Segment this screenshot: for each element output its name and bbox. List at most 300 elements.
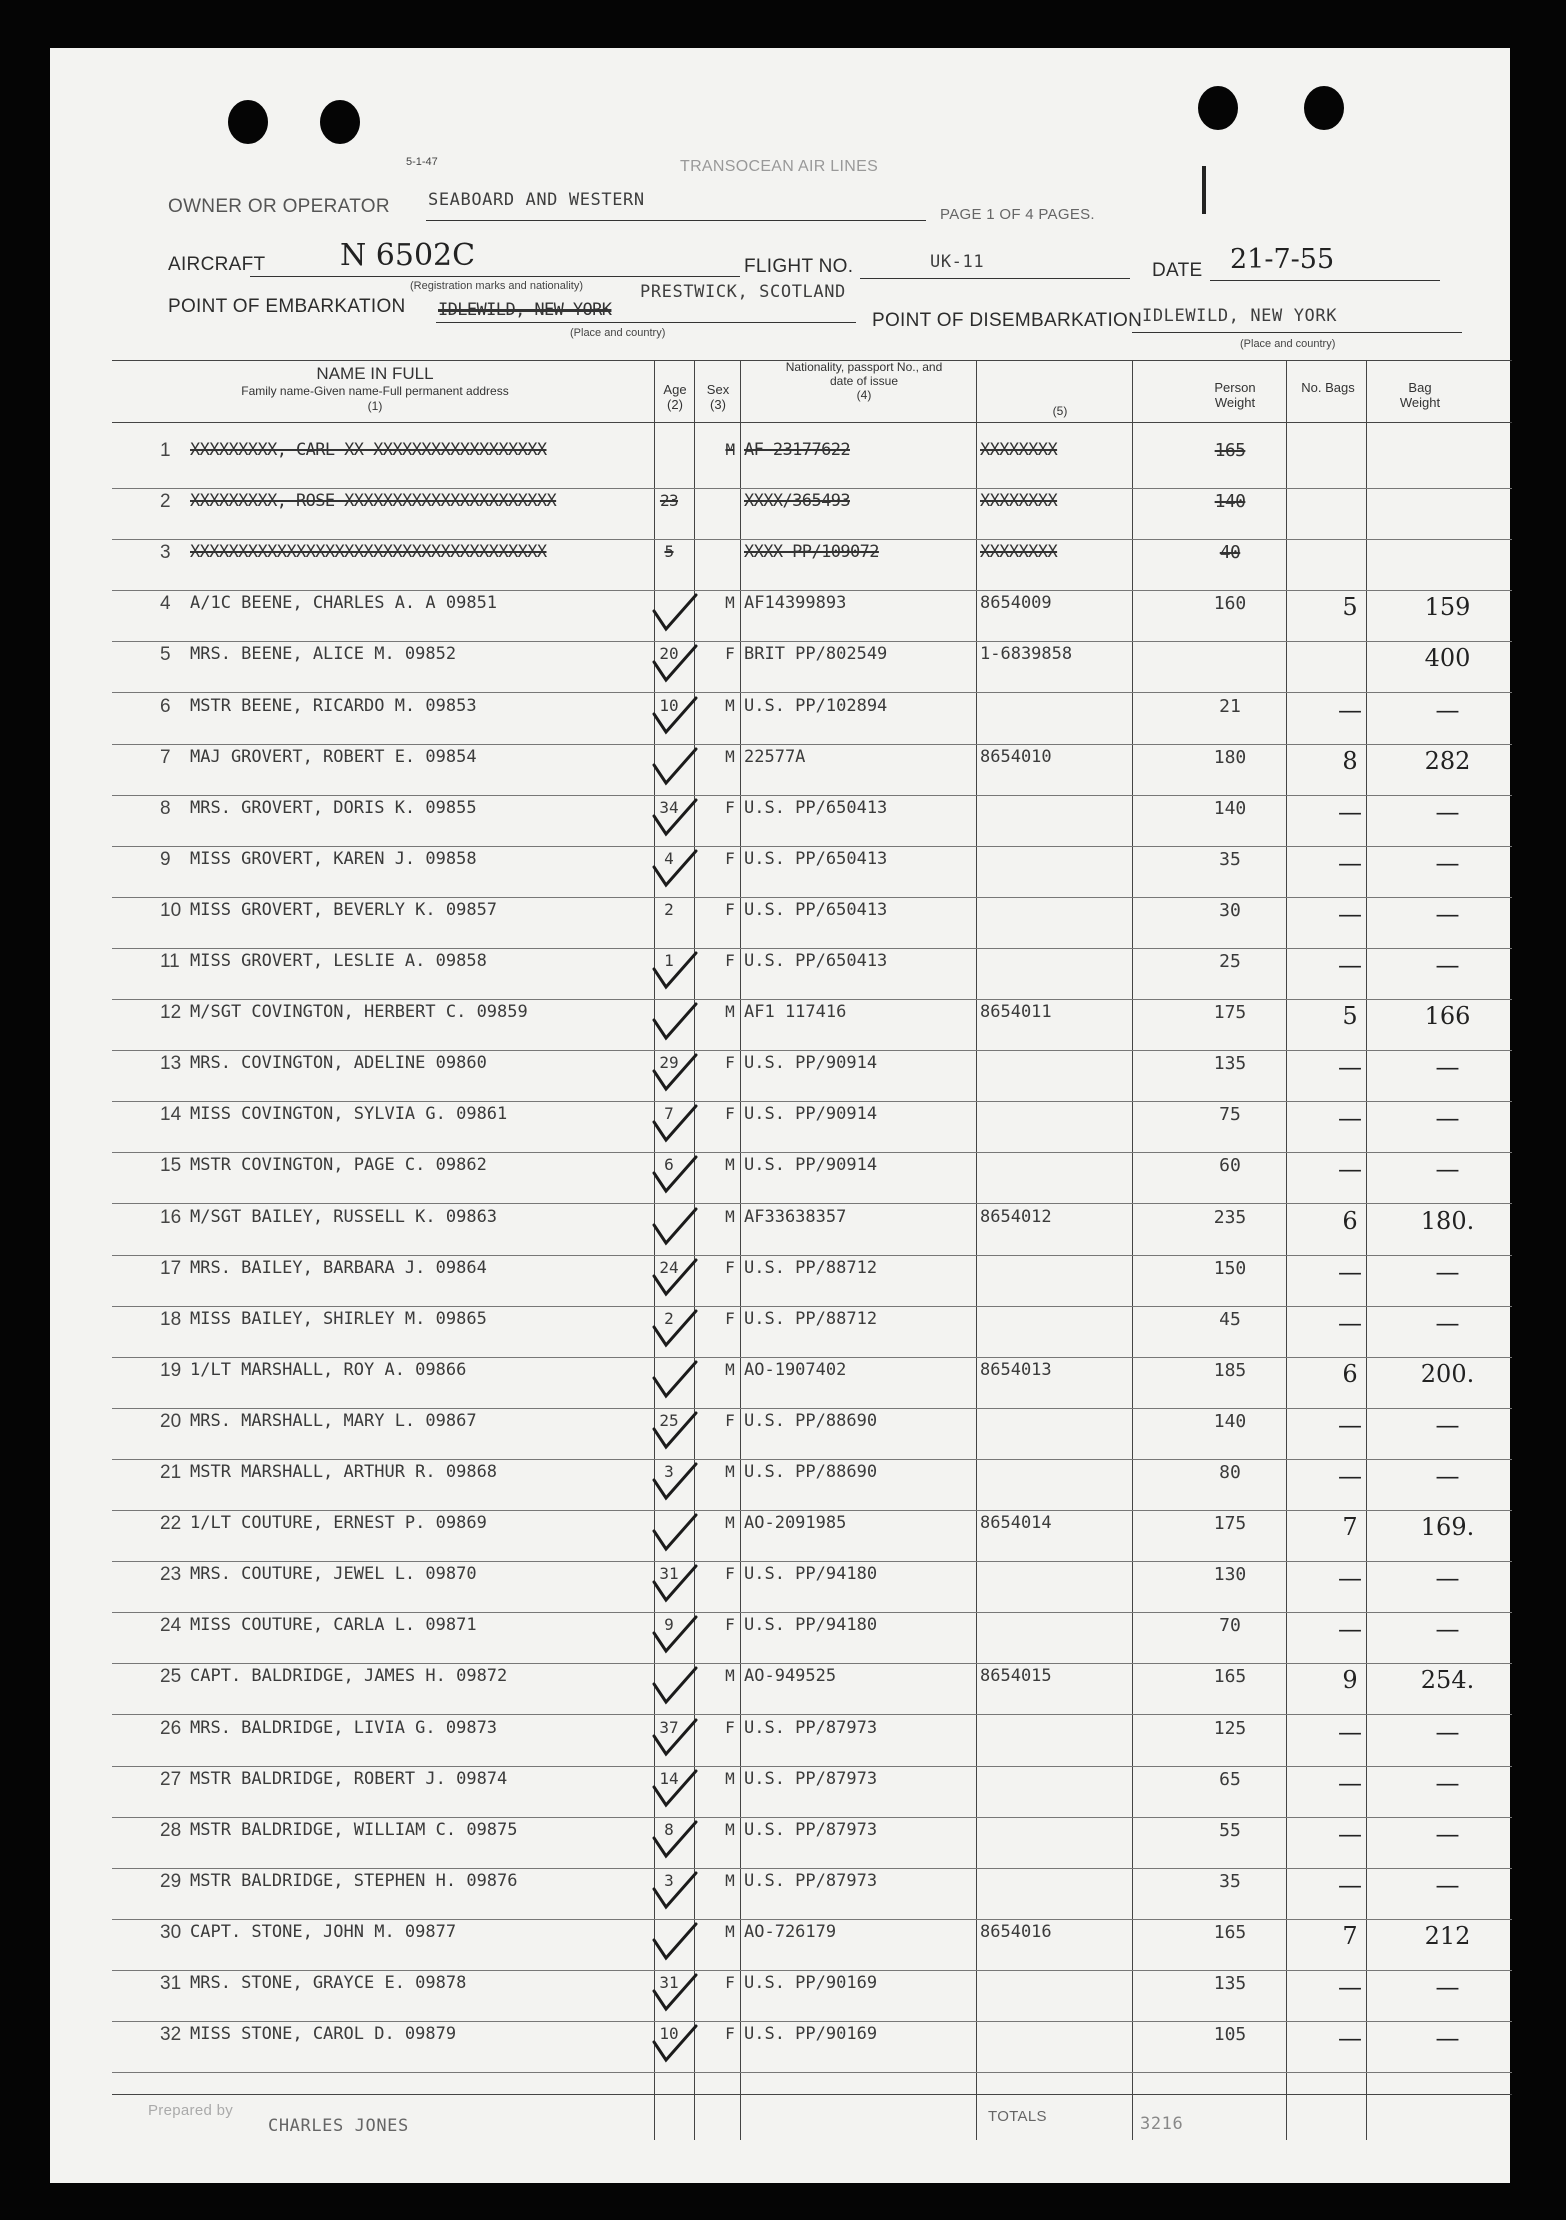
row-rule: [112, 744, 1512, 745]
flight-label: FLIGHT NO.: [744, 256, 854, 277]
bag-count: —: [1338, 1155, 1362, 1184]
row-rule: [112, 641, 1512, 642]
passport-number: U.S. PP/88690: [744, 1462, 878, 1482]
owner-value: SEABOARD AND WESTERN: [428, 190, 645, 210]
row-number: 8: [160, 797, 171, 819]
row-number: 14: [160, 1104, 182, 1126]
person-weight: 35: [1219, 848, 1241, 870]
header-bags: No. Bags: [1301, 380, 1355, 395]
row-number: 23: [160, 1564, 182, 1586]
checkmark-icon: [646, 1356, 702, 1406]
person-weight: 180: [1213, 746, 1247, 768]
person-weight: 125: [1213, 1717, 1247, 1739]
passenger-name: MSTR BALDRIDGE, STEPHEN H. 09876: [190, 1870, 518, 1891]
row-number: 32: [160, 2024, 182, 2046]
bag-weight: —: [1435, 1564, 1460, 1593]
bag-weight: —: [1435, 1104, 1460, 1133]
passenger-name: MSTR COVINGTON, PAGE C. 09862: [190, 1155, 487, 1176]
totals-value: 3216: [1140, 2114, 1184, 2134]
header-age-title: Age: [663, 382, 687, 397]
person-weight: 60: [1219, 1155, 1241, 1177]
disembarkation-caption: (Place and country): [1240, 338, 1336, 350]
row-rule: [112, 1919, 1512, 1920]
bag-count: —: [1338, 1870, 1362, 1899]
person-weight: 165: [1214, 440, 1246, 461]
row-number: 9: [160, 848, 171, 870]
passenger-sex: M: [725, 593, 735, 613]
passenger-name: MSTR BALDRIDGE, ROBERT J. 09874: [190, 1768, 508, 1789]
row-rule: [112, 2072, 1512, 2073]
ticket-number: 8654016: [980, 1921, 1052, 1942]
checkmark-icon: [646, 1816, 702, 1866]
passenger-age: 1: [664, 951, 674, 970]
checkmark-icon: [646, 1662, 702, 1712]
flight-underline: [860, 278, 1130, 279]
person-weight: 75: [1219, 1104, 1241, 1126]
bag-weight: 169.: [1420, 1513, 1475, 1542]
row-number: 10: [160, 899, 182, 921]
checkmark-icon: [646, 1867, 702, 1917]
checkmark-icon: [646, 589, 702, 639]
passport-number: U.S. PP/87973: [744, 1717, 878, 1738]
table-row: [50, 2024, 1510, 2076]
row-number: 31: [160, 1973, 182, 1994]
passenger-age: 37: [659, 1717, 679, 1737]
checkmark-icon: [646, 640, 702, 690]
embarkation-caption: (Place and country): [570, 327, 666, 339]
passport-number: U.S. PP/87973: [744, 1819, 878, 1840]
bag-count: —: [1338, 1973, 1362, 2001]
row-rule: [112, 1817, 1512, 1818]
bag-count: 7: [1342, 1921, 1358, 1950]
header-sex-num: (3): [710, 397, 726, 412]
bag-weight: —: [1435, 695, 1460, 724]
row-number: 29: [160, 1870, 182, 1892]
embarkation-value: PRESTWICK, SCOTLAND: [640, 282, 846, 302]
passenger-sex: M: [725, 1921, 735, 1941]
passenger-name: MRS. COVINGTON, ADELINE 09860: [190, 1053, 487, 1074]
passport-number: U.S. PP/90914: [744, 1053, 878, 1074]
table-row: [50, 1718, 1510, 1770]
table-row: [50, 1360, 1510, 1412]
table-row: [50, 849, 1510, 901]
checkmark-icon: [646, 1969, 702, 2019]
passenger-age: 29: [659, 1053, 679, 1073]
passenger-age: 2: [664, 1308, 674, 1328]
row-rule: [112, 590, 1512, 591]
aircraft-caption: (Registration marks and nationality): [410, 280, 584, 292]
passport-number: AO-1907402: [744, 1359, 847, 1380]
passenger-name: CAPT. BALDRIDGE, JAMES H. 09872: [190, 1666, 508, 1687]
margin-mark: [1202, 166, 1206, 214]
passport-number: XXXX/365493: [744, 491, 850, 512]
passport-number: U.S. PP/650413: [744, 951, 888, 971]
ticket-number: XXXXXXXX: [980, 491, 1058, 512]
row-number: 28: [160, 1819, 182, 1841]
passenger-sex: F: [725, 899, 735, 919]
bag-count: —: [1338, 1104, 1362, 1133]
table-row: [50, 1922, 1510, 1974]
header-sex-title: Sex: [706, 382, 730, 397]
person-weight: 160: [1213, 593, 1247, 615]
disembarkation-label: POINT OF DISEMBARKATION: [872, 310, 1143, 331]
passenger-name: MRS. GROVERT, DORIS K. 09855: [190, 797, 477, 818]
passenger-sex: F: [725, 1104, 735, 1124]
passport-number: U.S. PP/88712: [744, 1308, 878, 1329]
passenger-name: MRS. MARSHALL, MARY L. 09867: [190, 1410, 477, 1431]
table-row: [50, 696, 1510, 748]
row-rule: [112, 1868, 1512, 1869]
table-row: [50, 1002, 1510, 1054]
punch-hole: [320, 100, 360, 144]
passenger-age: 31: [659, 1973, 679, 1992]
embarkation-struck: IDLEWILD, NEW YORK: [438, 300, 612, 320]
row-rule: [112, 1612, 1512, 1613]
table-row: [50, 491, 1510, 543]
row-number: 17: [160, 1257, 182, 1279]
bag-weight: —: [1435, 951, 1460, 979]
passenger-sex: M: [725, 695, 735, 715]
passenger-age: 10: [659, 695, 679, 715]
passenger-sex: F: [725, 848, 735, 868]
passport-number: AF14399893: [744, 593, 847, 614]
passenger-sex: M: [725, 440, 735, 459]
person-weight: 135: [1213, 1973, 1247, 1994]
passenger-name: MISS COVINGTON, SYLVIA G. 09861: [190, 1104, 508, 1125]
table-row: [50, 798, 1510, 850]
passenger-age: 20: [659, 644, 679, 664]
checkmark-icon: [646, 1100, 702, 1150]
person-weight: 70: [1219, 1615, 1241, 1637]
person-weight: 21: [1219, 695, 1241, 717]
checkmark-icon: [646, 1509, 702, 1559]
page-indicator: PAGE 1 OF 4 PAGES.: [940, 206, 1095, 223]
passenger-name: M/SGT COVINGTON, HERBERT C. 09859: [190, 1002, 528, 1023]
aircraft-label: AIRCRAFT: [168, 254, 266, 275]
checkmark-icon: [646, 1203, 702, 1253]
header-nationality-num: (4): [856, 388, 872, 402]
person-weight: 35: [1219, 1870, 1241, 1892]
checkmark-icon: [646, 845, 702, 895]
bag-count: —: [1338, 1308, 1362, 1337]
row-number: 25: [160, 1666, 182, 1688]
checkmark-icon: [646, 1560, 702, 1610]
passenger-age: 5: [664, 542, 674, 562]
header-nationality: [784, 360, 944, 402]
header-name: [210, 364, 540, 414]
bag-weight: —: [1435, 1870, 1460, 1899]
header-name-title: NAME IN FULL: [316, 364, 434, 383]
passenger-name: 1/LT COUTURE, ERNEST P. 09869: [190, 1513, 487, 1534]
passenger-name: MSTR BALDRIDGE, WILLIAM C. 09875: [190, 1819, 518, 1840]
person-weight: 165: [1213, 1921, 1247, 1943]
passenger-sex: F: [725, 1564, 735, 1584]
passenger-sex: M: [725, 1666, 735, 1686]
bag-weight: —: [1435, 899, 1460, 928]
person-weight: 140: [1213, 1410, 1247, 1432]
bag-count: —: [1338, 1768, 1362, 1797]
person-weight: 150: [1213, 1257, 1247, 1279]
passenger-sex: M: [725, 1819, 735, 1839]
row-number: 19: [160, 1359, 182, 1381]
header-age-num: (2): [667, 397, 683, 412]
row-number: 21: [160, 1462, 182, 1483]
person-weight: 165: [1213, 1666, 1247, 1688]
row-rule: [112, 1766, 1512, 1767]
header-sex: [698, 382, 738, 412]
manifest-sheet: [50, 48, 1510, 2183]
passenger-name: MSTR MARSHALL, ARTHUR R. 09868: [190, 1462, 498, 1482]
row-number: 13: [160, 1053, 182, 1075]
punch-hole: [228, 100, 268, 144]
totals-rule: [112, 2094, 1512, 2095]
row-rule: [112, 1561, 1512, 1562]
bag-weight: 282: [1424, 746, 1471, 775]
passport-number: U.S. PP/650413: [744, 848, 888, 869]
checkmark-icon: [646, 1611, 702, 1661]
ticket-number: XXXXXXXX: [980, 542, 1058, 563]
checkmark-icon: [646, 1918, 702, 1968]
bag-count: 5: [1342, 1002, 1358, 1031]
passenger-age: 6: [664, 1155, 674, 1175]
passenger-sex: F: [725, 1717, 735, 1737]
passenger-age: 3: [664, 1462, 674, 1481]
ticket-number: 1-6839858: [980, 644, 1073, 665]
row-number: 16: [160, 1206, 182, 1228]
ticket-number: XXXXXXXX: [980, 440, 1058, 460]
passport-number: AF33638357: [744, 1206, 847, 1227]
bag-weight: —: [1435, 1155, 1460, 1184]
table-row: [50, 747, 1510, 799]
passenger-sex: M: [725, 1002, 735, 1022]
table-row: [50, 1207, 1510, 1259]
ticket-number: 8654014: [980, 1513, 1052, 1534]
passport-number: U.S. PP/90169: [744, 1973, 878, 1993]
table-row: [50, 644, 1510, 696]
row-number: 4: [160, 593, 171, 615]
passport-number: U.S. PP/90169: [744, 2024, 878, 2045]
bag-count: 5: [1342, 593, 1358, 622]
passport-number: U.S. PP/87973: [744, 1768, 878, 1789]
table-row: [50, 1309, 1510, 1361]
embarkation-label: POINT OF EMBARKATION: [168, 296, 406, 317]
passenger-name: MRS. STONE, GRAYCE E. 09878: [190, 1973, 467, 1993]
aircraft-underline: [250, 276, 740, 277]
row-rule: [112, 897, 1512, 898]
passenger-sex: F: [725, 644, 735, 664]
form-code: 5-1-47: [406, 156, 438, 168]
person-weight: 40: [1219, 542, 1241, 564]
person-weight: 30: [1219, 899, 1241, 921]
person-weight: 25: [1219, 951, 1241, 972]
row-rule: [112, 1408, 1512, 1409]
passport-number: U.S. PP/102894: [744, 695, 888, 716]
person-weight: 80: [1219, 1462, 1241, 1483]
table-row: [50, 1564, 1510, 1616]
passenger-name: XXXXXXXXXXXXXXXXXXXXXXXXXXXXXXXXXXXXX: [190, 542, 547, 563]
row-rule: [112, 795, 1512, 796]
bag-count: —: [1338, 848, 1362, 877]
passenger-name: XXXXXXXXX, CARL XX XXXXXXXXXXXXXXXXXX: [190, 440, 547, 460]
header-person-weight: Person Weight: [1214, 380, 1256, 410]
bag-count: —: [1338, 1717, 1362, 1746]
passenger-name: MAJ GROVERT, ROBERT E. 09854: [190, 746, 477, 767]
checkmark-icon: [646, 743, 702, 793]
bag-count: —: [1338, 951, 1362, 979]
passenger-sex: F: [725, 1053, 735, 1073]
table-row: [50, 951, 1510, 1003]
row-rule: [112, 1203, 1512, 1204]
passenger-age: 25: [659, 1410, 679, 1430]
passenger-name: MRS. BALDRIDGE, LIVIA G. 09873: [190, 1717, 498, 1738]
row-number: 5: [160, 644, 171, 666]
person-weight: 55: [1219, 1819, 1241, 1841]
date-value: 21-7-55: [1230, 244, 1335, 275]
checkmark-icon: [646, 1765, 702, 1815]
person-weight: 135: [1213, 1053, 1247, 1075]
table-row: [50, 1666, 1510, 1718]
passenger-age: 14: [659, 1768, 679, 1788]
checkmark-icon: [646, 794, 702, 844]
bag-weight: —: [1435, 1615, 1460, 1644]
passenger-sex: F: [725, 1615, 735, 1635]
airline-name: TRANSOCEAN AIR LINES: [680, 158, 879, 175]
table-row: [50, 542, 1510, 594]
header-name-sub: Family name-Given name-Full permanent address: [241, 384, 509, 398]
row-rule: [112, 2021, 1512, 2022]
passport-number: U.S. PP/88712: [744, 1257, 878, 1278]
table-row: [50, 1053, 1510, 1105]
person-weight: 45: [1219, 1308, 1241, 1330]
row-rule: [112, 692, 1512, 693]
passenger-sex: F: [725, 951, 735, 970]
checkmark-icon: [646, 1458, 702, 1508]
person-weight: 65: [1219, 1768, 1241, 1790]
passenger-sex: F: [725, 797, 735, 817]
passport-number: U.S. PP/87973: [744, 1870, 878, 1891]
aircraft-value: N 6502C: [340, 238, 476, 273]
bag-weight: 212: [1424, 1921, 1471, 1950]
checkmark-icon: [646, 998, 702, 1048]
checkmark-icon: [646, 1407, 702, 1457]
bag-weight: 180.: [1420, 1206, 1475, 1235]
person-weight: 140: [1214, 491, 1246, 513]
passenger-sex: M: [725, 1155, 735, 1175]
row-rule: [112, 1714, 1512, 1715]
date-label: DATE: [1152, 260, 1203, 281]
passenger-name: MRS. BAILEY, BARBARA J. 09864: [190, 1257, 487, 1278]
passenger-name: MRS. BEENE, ALICE M. 09852: [190, 644, 457, 665]
prepared-by-label: Prepared by: [148, 2102, 234, 2119]
passenger-sex: M: [725, 1462, 735, 1481]
row-number: 7: [160, 746, 171, 768]
passport-number: U.S. PP/650413: [744, 899, 888, 920]
bag-weight: —: [1435, 1410, 1460, 1439]
passport-number: U.S. PP/94180: [744, 1564, 878, 1585]
person-weight: 140: [1213, 797, 1247, 819]
row-number: 1: [160, 440, 171, 461]
passenger-sex: M: [725, 1206, 735, 1226]
table-row: [50, 1104, 1510, 1156]
passenger-name: A/1C BEENE, CHARLES A. A 09851: [190, 593, 498, 614]
prepared-by-value: CHARLES JONES: [268, 2116, 409, 2136]
checkmark-icon: [646, 2020, 702, 2070]
bag-count: 6: [1342, 1359, 1358, 1388]
row-rule: [112, 539, 1512, 540]
checkmark-icon: [646, 1049, 702, 1099]
header-col5: (5): [1052, 404, 1068, 418]
row-number: 6: [160, 695, 171, 717]
row-rule: [112, 1663, 1512, 1664]
bag-count: 8: [1342, 746, 1358, 775]
passenger-name: XXXXXXXXX, ROSE XXXXXXXXXXXXXXXXXXXXXX: [190, 491, 557, 512]
table-row: [50, 1155, 1510, 1207]
passenger-sex: M: [725, 1870, 735, 1890]
ticket-number: 8654013: [980, 1359, 1052, 1380]
header-age: [658, 382, 692, 412]
row-rule: [112, 1510, 1512, 1511]
passport-number: XXXX PP/109072: [744, 542, 879, 563]
passenger-age: 8: [664, 1819, 674, 1839]
bag-count: —: [1338, 899, 1362, 928]
bag-weight: —: [1435, 1308, 1460, 1337]
passport-number: U.S. PP/90914: [744, 1155, 878, 1176]
row-rule: [112, 1970, 1512, 1971]
passenger-age: 9: [664, 1615, 674, 1635]
punch-hole: [1198, 86, 1238, 130]
disembarkation-underline: [1132, 332, 1462, 333]
bag-count: 7: [1342, 1513, 1358, 1542]
person-weight: 175: [1213, 1002, 1247, 1024]
row-number: 11: [160, 951, 180, 972]
table-row: [50, 1871, 1510, 1923]
checkmark-icon: [646, 1714, 702, 1764]
passenger-sex: F: [725, 1973, 735, 1992]
passenger-age: 4: [664, 848, 674, 868]
ticket-number: 8654010: [980, 746, 1052, 767]
bag-count: —: [1338, 1564, 1362, 1593]
table-row: [50, 1411, 1510, 1463]
checkmark-icon: [646, 1151, 702, 1201]
passenger-sex: M: [725, 1513, 735, 1533]
passport-number: U.S. PP/90914: [744, 1104, 878, 1125]
row-rule: [112, 846, 1512, 847]
person-weight: 130: [1213, 1564, 1247, 1586]
row-rule: [112, 1050, 1512, 1051]
row-rule: [112, 1152, 1512, 1153]
ticket-number: 8654012: [980, 1206, 1052, 1227]
bag-count: —: [1338, 797, 1362, 826]
person-weight: 175: [1213, 1513, 1247, 1535]
row-number: 27: [160, 1768, 182, 1790]
checkmark-icon: [646, 692, 702, 742]
passenger-name: MISS COUTURE, CARLA L. 09871: [190, 1615, 477, 1636]
bag-count: —: [1338, 1053, 1362, 1082]
header-bottom-rule: [112, 422, 1512, 423]
header-name-num: (1): [367, 399, 383, 413]
table-row: [50, 1462, 1510, 1514]
bag-weight: —: [1435, 1053, 1460, 1082]
passport-number: 22577A: [744, 746, 806, 767]
passport-number: AO-949525: [744, 1666, 837, 1687]
row-rule: [112, 948, 1512, 949]
bag-weight: —: [1435, 1973, 1460, 2001]
bag-count: 9: [1342, 1666, 1358, 1695]
passport-number: AO-726179: [744, 1921, 837, 1942]
owner-underline: [426, 220, 926, 221]
row-number: 30: [160, 1921, 182, 1943]
bag-weight: —: [1435, 848, 1460, 877]
